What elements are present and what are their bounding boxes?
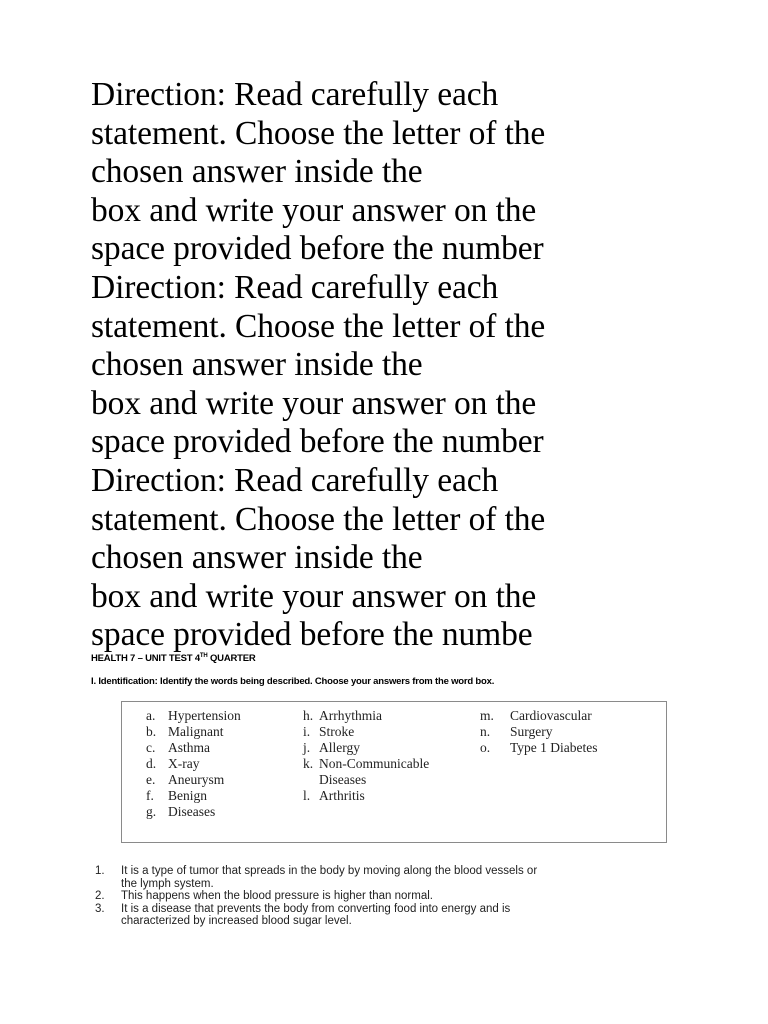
word-box-item: k. Non-Communicable — [303, 756, 430, 771]
word-box-item: j. Allergy — [303, 740, 360, 755]
question-list — [95, 865, 695, 928]
word-box-item: e. Aneurysm — [146, 772, 225, 787]
word-box-item: m. Cardiovascular — [480, 708, 592, 723]
question-text: This happens when the blood pressure is higher than normal. — [121, 890, 433, 902]
question-text: It is a disease that prevents the body from converting food into energy and is characterized by increased blood sugar level. — [121, 902, 511, 927]
directions-line: space provided before the number — [91, 423, 544, 461]
word-box-item: h. Arrhythmia — [303, 708, 382, 723]
test-title-main: HEALTH 7 – UNIT TEST 4 — [91, 653, 200, 664]
question-number: 2. — [95, 890, 105, 902]
question-text: It is a type of tumor that spreads in the body by moving along the blood vessels or the lymph system. — [121, 865, 538, 890]
directions-line: box and write your answer on the — [91, 384, 537, 422]
directions-line: chosen answer inside the — [91, 153, 423, 191]
word-box-item: a. Hypertension — [146, 708, 241, 723]
directions-line: statement. Choose the letter of the — [91, 114, 546, 152]
word-box — [121, 701, 667, 843]
directions-line: box and write your answer on the — [91, 577, 537, 615]
section-instruction: I. Identification: Identify the words being described. Choose your answers from the word box. — [91, 676, 495, 687]
word-box-item: n. Surgery — [480, 724, 553, 739]
word-box-item: b. Malignant — [146, 724, 224, 739]
directions-line: chosen answer inside the — [91, 539, 423, 577]
question-number: 3. — [95, 902, 105, 915]
directions-block — [91, 76, 751, 655]
word-box-item: c. Asthma — [146, 740, 210, 755]
directions-line: chosen answer inside the — [91, 346, 423, 384]
word-box-item: o. Type 1 Diabetes — [480, 740, 598, 755]
test-title-sup: TH — [199, 653, 208, 659]
test-title-rest: QUARTER — [207, 653, 256, 664]
directions-line: Direction: Read carefully each — [91, 461, 499, 499]
word-box-column-1 — [146, 708, 241, 820]
question-item — [95, 865, 695, 890]
directions-line: space provided before the numbe — [91, 616, 533, 654]
word-box-item: i. Stroke — [303, 724, 355, 739]
test-title — [91, 653, 256, 664]
directions-line: Direction: Read carefully each — [91, 76, 499, 113]
word-box-item: g. Diseases — [146, 804, 216, 819]
question-item — [95, 903, 695, 928]
word-box-item: f. Benign — [146, 788, 207, 803]
word-box-item: l. Arthritis — [303, 788, 365, 803]
word-box-item: Diseases — [319, 772, 367, 787]
directions-line: statement. Choose the letter of the — [91, 500, 546, 538]
directions-line: statement. Choose the letter of the — [91, 307, 546, 345]
word-box-column-2 — [303, 708, 429, 804]
word-box-column-3 — [480, 708, 598, 756]
directions-line: Direction: Read carefully each — [91, 268, 499, 306]
directions-line: box and write your answer on the — [91, 191, 537, 229]
directions-line: space provided before the number — [91, 230, 544, 268]
question-number: 1. — [95, 865, 105, 877]
word-box-item: d. X-ray — [146, 756, 200, 771]
question-item — [95, 890, 695, 903]
